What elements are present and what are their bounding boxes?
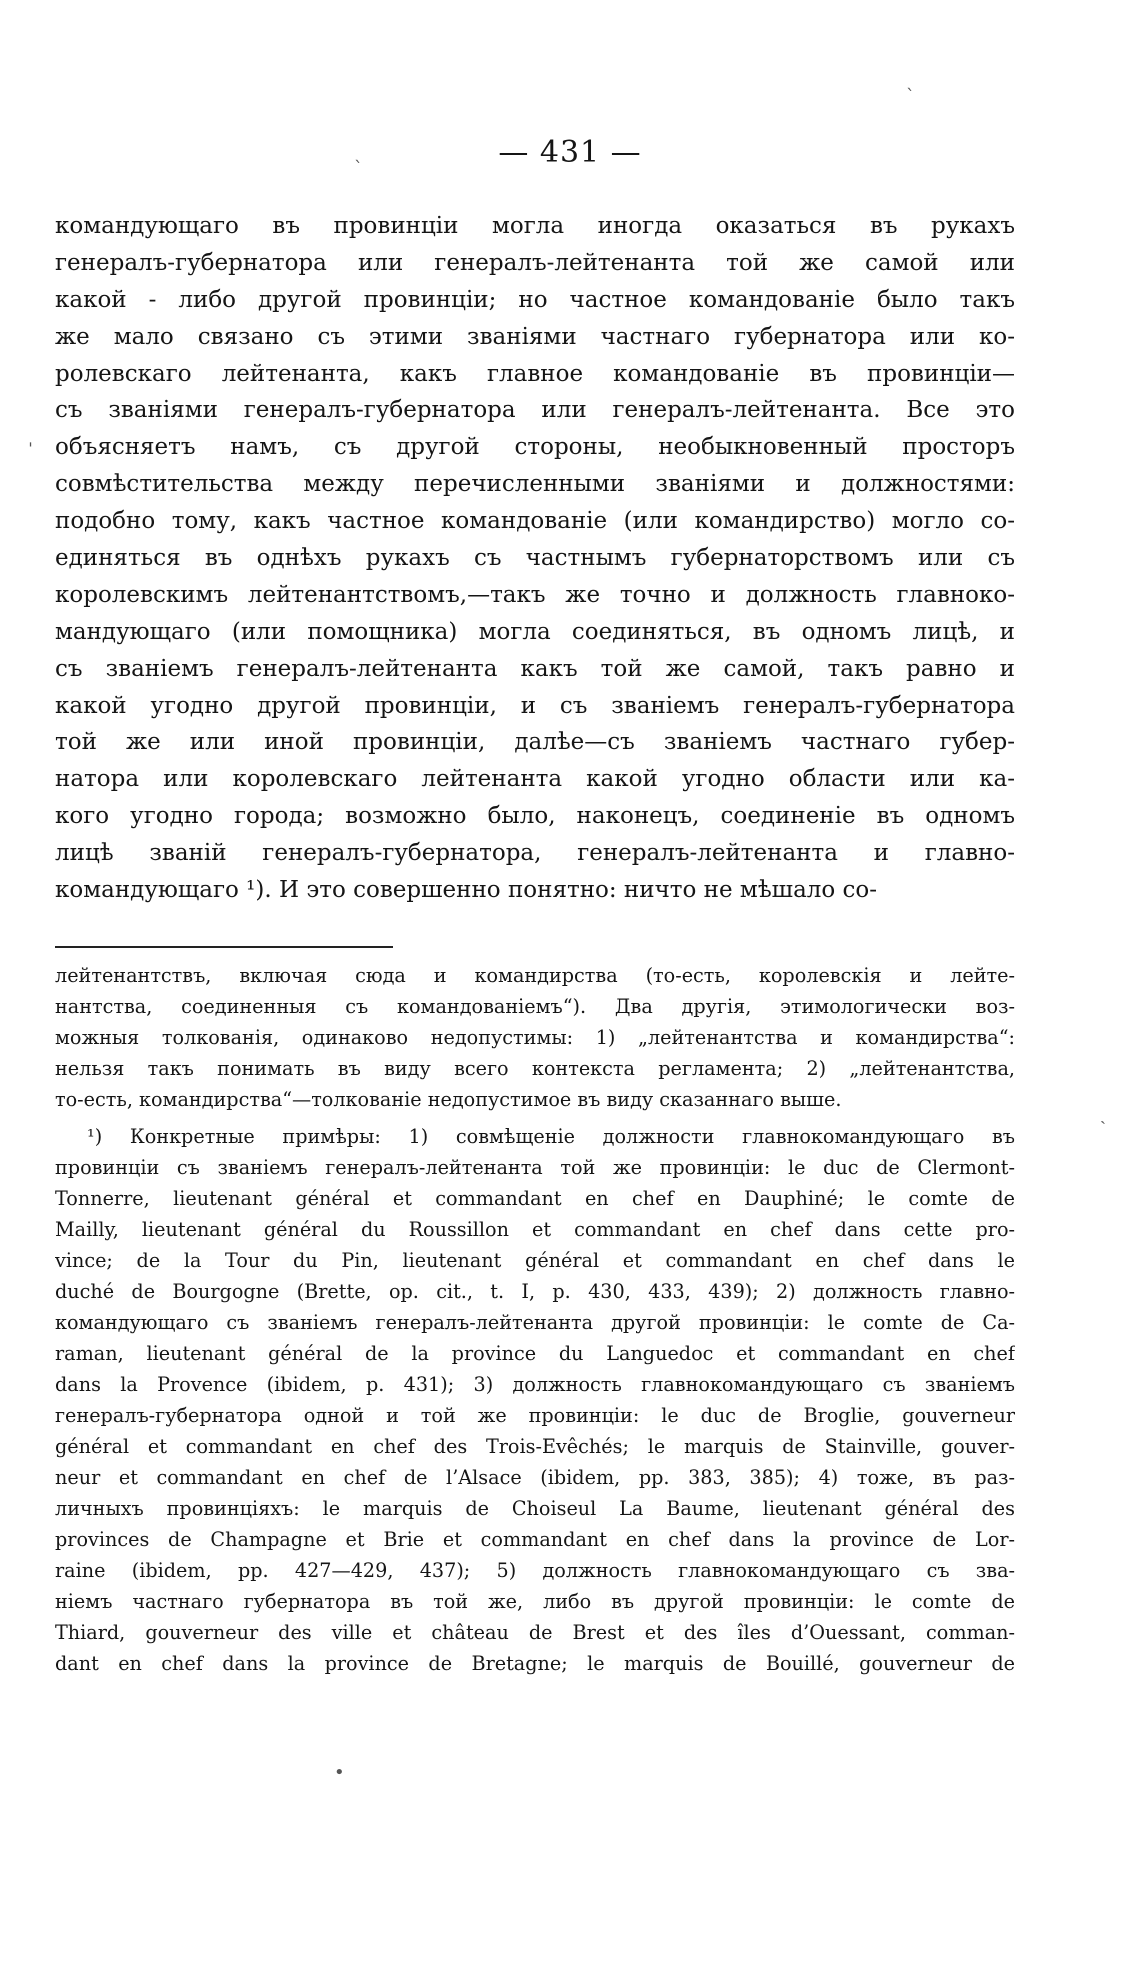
text-line: подобно тому, какъ частное командованіе (или командирство) могло со- [55,508,1015,535]
footnote-line: то-есть, командирства“—толкованіе недопустимое въ виду сказаннаго выше. [55,1088,842,1111]
text-line: какой угодно другой провинціи, и съ званіемъ генералъ-губернатора [55,692,1015,719]
print-speck: ˋ [906,86,915,107]
text-line: командующаго въ провинціи могла иногда оказаться въ рукахъ [55,213,1015,239]
main-text [55,208,1015,909]
footnote-line: нантства, соединенныя съ командованіемъ“). Два другія, этимологически воз- [55,995,1015,1018]
text-line: кого угодно города; возможно было, наконецъ, соединеніе въ одномъ [55,803,1015,830]
text-line: командующаго ¹). И это совершенно понятно: ничто не мѣшало со- [55,877,878,904]
footnote-1-line: neur et commandant en chef de l’Alsace (ibidem, pp. 383, 385); 4) тоже, въ раз- [55,1466,1015,1489]
text-line: ролевскаго лейтенанта, какъ главное командованіе въ провинціи— [55,360,1015,387]
footnote-1-line: vince; de la Tour du Pin, lieutenant général et commandant en chef dans le [55,1249,1015,1272]
print-speck: ˈ [28,440,33,461]
footnote-1-line: генералъ-губернатора одной и той же провинціи: le duc de Broglie, gouverneur [55,1404,1015,1427]
text-line: той же или иной провинціи, далѣе—съ званіемъ частнаго губер- [55,729,1015,756]
text-line: лицѣ званій генералъ-губернатора, генералъ-лейтенанта и главно- [55,840,1015,867]
footnote-1-line: général et commandant en chef des Trois-Evêchés; le marquis de Stainville, gouver- [55,1435,1015,1458]
footnote-1-line: duché de Bourgogne (Brette, op. cit., t. I, p. 430, 433, 439); 2) должность главно- [55,1280,1015,1303]
text-line: совмѣстительства между перечисленными званіями и должностями: [55,471,1015,498]
text-line: объясняетъ намъ, съ другой стороны, необыкновенный просторъ [55,434,1015,461]
footnote-1-line: raine (ibidem, pp. 427—429, 437); 5) должность главнокомандующаго съ зва- [55,1559,1015,1582]
footnote-1-line: командующаго съ званіемъ генералъ-лейтенанта другой провинціи: le comte de Ca- [55,1311,1015,1334]
footnote-1-line: ніемъ частнаго губернатора въ той же, либо въ другой провинціи: le comte de [55,1590,1015,1613]
footnote-1-line: Mailly, lieutenant général du Roussillon et commandant en chef dans cette pro- [55,1218,1015,1241]
text-line: единяться въ однѣхъ рукахъ съ частнымъ губернаторствомъ или съ [55,545,1015,572]
footnote-1-line: raman, lieutenant général de la province du Languedoc et commandant en chef [55,1342,1015,1365]
footnote-line: лейтенантствъ, включая сюда и командирства (то-есть, королевскія и лейте- [55,964,1015,987]
text-line: мандующаго (или помощника) могла соединяться, въ одномъ лицѣ, и [55,618,1015,645]
footnote-1-line: dans la Provence (ibidem, p. 431); 3) должность главнокомандующаго съ званіемъ [55,1373,1015,1396]
print-speck: ˏ [1100,1104,1106,1125]
text-line: натора или королевскаго лейтенанта какой угодно области или ка- [55,766,1015,793]
footnote-1-line: dant en chef dans la province de Bretagne; le marquis de Bouillé, gouverneur de [55,1652,1015,1675]
text-line: какой - либо другой провинціи; но частное командованіе было такъ [55,286,1015,313]
text-line: королевскимъ лейтенантствомъ,—такъ же точно и должность главноко- [55,581,1015,608]
footnotes [55,960,1015,1679]
text-line: съ званіями генералъ-губернатора или генералъ-лейтенанта. Все это [55,397,1015,424]
print-speck: • [334,1762,345,1783]
text-line: съ званіемъ генералъ-лейтенанта какъ той же самой, такъ равно и [55,655,1015,682]
footnote-1-line: Thiard, gouverneur des ville et château de Brest et des îles d’Ouessant, comman- [55,1621,1015,1644]
print-speck: ˋ [354,158,363,179]
footnote-divider [55,946,393,948]
footnote-line: нельзя такъ понимать въ виду всего контекста регламента; 2) „лейтенантства, [55,1057,1015,1080]
footnote-1-line: провинціи съ званіемъ генералъ-лейтенанта той же провинціи: le duc de Clermont- [55,1156,1015,1179]
footnote-1-line: Tonnerre, lieutenant général et commandant en chef en Dauphiné; le comte de [55,1187,1015,1210]
footnote-line: можныя толкованія, одинаково недопустимы: 1) „лейтенантства и командирства“: [55,1026,1015,1049]
footnote-1-line: provinces de Champagne et Brie et commandant en chef dans la province de Lor- [55,1528,1015,1551]
text-line: же мало связано съ этими званіями частнаго губернатора или ко- [55,323,1015,350]
footnote-1-line: личныхъ провинціяхъ: le marquis de Choiseul La Baume, lieutenant général des [55,1497,1015,1520]
text-line: генералъ-губернатора или генералъ-лейтенанта той же самой или [55,249,1015,276]
page-number: — 431 — [498,135,642,170]
footnote-1-line: ¹) Конкретные примѣры: 1) совмѣщеніе должности главнокомандующаго въ [87,1125,1015,1148]
